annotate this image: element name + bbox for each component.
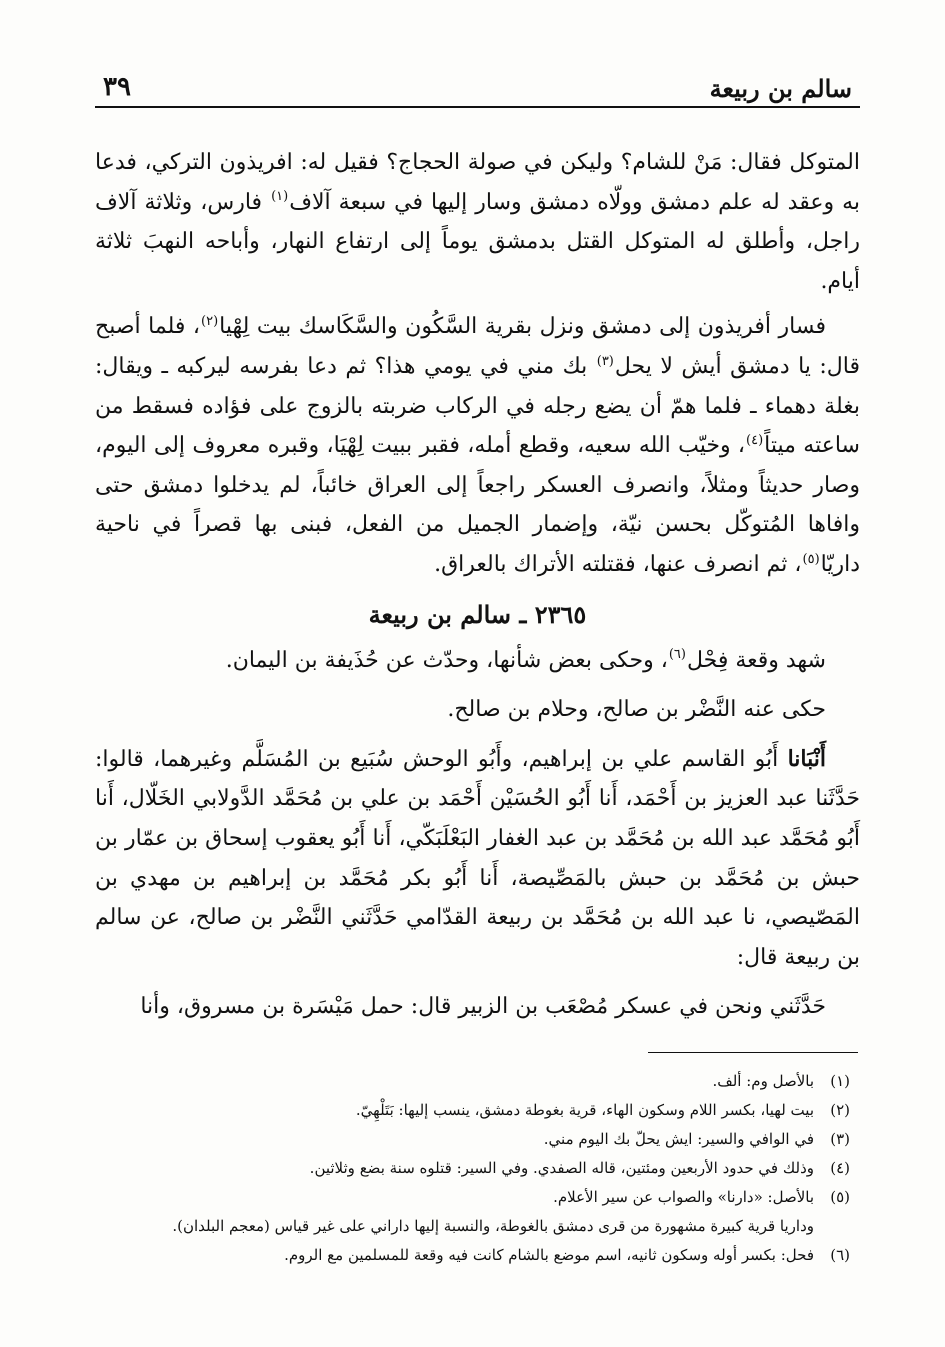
footnote-text: وداريا قرية كبيرة مشهورة من قرى دمشق بالغوطة، والنسبة إليها داراني على غير قياس (معجم البلدان). xyxy=(172,1217,814,1235)
page-header xyxy=(95,72,860,108)
footnote-number: (٢) xyxy=(830,1101,850,1119)
footnote-number: (١) xyxy=(830,1072,850,1090)
page-number: ٣٩ xyxy=(103,72,131,102)
main-text xyxy=(95,143,860,1027)
text-span: أَبُو القاسم علي بن إبراهيم، وأَبُو الوحش سُبَيع بن المُسَلَّم وغيرهما، قالوا: حَدَّثَنا عبد العزيز بن أَحْمَد، أَنا أَبُو الحُسَيْن أَحْمَد بن علي بن مُحَمَّد الدَّولابي الخَلّال، أَنا أَبُو مُحَمَّد عبد الله بن مُحَمَّد بن عبد الغفار البَعْلَبَكّي، أَنا أَبُو يعقوب إسحاق بن عمّار بن حبش بن مُحَمَّد بن حبش بالمَصِّيصة، أَنا أَبُو بكر مُحَمَّد بن إبراهيم بن مهدي بن المَصّيصي، نا عبد الله بن مُحَمَّد بن ربيعة القدّامي حَدَّثَني النَّضْر بن صالح، عن سالم بن ربيعة قال: xyxy=(95,746,860,970)
footnote-text: وذلك في حدود الأربعين ومئتين، قاله الصفدي. وفي السير: قتلوه سنة بضع وثلاثين. xyxy=(309,1159,814,1177)
footnote-ref: (٣) xyxy=(596,353,614,369)
footnote-number: (٣) xyxy=(830,1130,850,1148)
footnotes xyxy=(95,1067,860,1270)
footnote-ref: (٦) xyxy=(668,647,686,663)
footnote-text: بالأصل: «دارنا» والصواب عن سير الأعلام. xyxy=(553,1188,814,1206)
footnote-number: (٥) xyxy=(830,1188,850,1206)
text-span: شهد وقعة فِحْل xyxy=(686,647,826,673)
paragraph-3 xyxy=(95,641,860,681)
paragraph-4: حكى عنه النَّضْر بن صالح، وحلام بن صالح. xyxy=(447,697,826,723)
footnote-continuation xyxy=(95,1212,860,1241)
footnote xyxy=(95,1241,860,1270)
footnote-text: في الوافي والسير: ايش يحلّ بك اليوم مني. xyxy=(543,1130,814,1148)
text-span: بك مني في يومي هذا؟ ثم دعا بفرسه ليركبه ـ ويقال: بغلة دهماء ـ فلما همّ أن يضع رجله في الركاب ضربته بالزوج على فؤاده فسقط من ساعته ميتاً xyxy=(95,353,860,459)
text-span: ، وحكى بعض شأنها، وحدّث عن حُذَيفة بن اليمان. xyxy=(225,647,668,673)
text-span: ، وخيّب الله سعيه، وقطع أمله، فقبر ببيت لِهْيَا، وقبره معروف إلى اليوم، وصار حديثاً ومثلاً، وانصرف العسكر راجعاً إلى العراق خائباً، لم يدخلوا دمشق حتى وافاها المُتوكّل بحسن نيّة، وإضمار الجميل من الفعل، فبنى بها قصراً في ناحية داريّا xyxy=(95,433,860,577)
footnote xyxy=(95,1067,860,1096)
footnote xyxy=(95,1125,860,1154)
footnote xyxy=(95,1183,860,1212)
footnote-ref: (١) xyxy=(271,189,289,205)
page xyxy=(95,72,860,1302)
paragraph-6: حَدَّثَني ونحن في عسكر مُصْعَب بن الزبير قال: حمل مَيْسَرة بن مسروق، وأنا xyxy=(140,994,826,1020)
footnote-divider xyxy=(648,1052,858,1053)
paragraph-2 xyxy=(95,307,860,584)
text-span: فارس، وثلاثة آلاف راجل، وأطلق له المتوكل القتل بدمشق يوماً إلى ارتفاع النهار، وأباحه النهبَ ثلاثة أيام. xyxy=(95,189,860,294)
text-span: فسار أفريذون إلى دمشق ونزل بقرية السَّكُون والسَّكَاسك بيت لِهْيا xyxy=(219,314,826,340)
paragraph-5 xyxy=(95,740,860,978)
footnote-number xyxy=(814,1212,860,1241)
footnote xyxy=(95,1154,860,1183)
footnote-number: (٤) xyxy=(830,1159,850,1177)
paragraph-1 xyxy=(95,143,860,301)
running-title: سالم بن ربيعة xyxy=(709,74,852,103)
footnote-ref: (٢) xyxy=(201,314,219,330)
bold-lead-word: أَنْبَانا xyxy=(787,745,826,772)
footnote xyxy=(95,1096,860,1125)
footnote-text: بالأصل وم: ألف. xyxy=(712,1072,814,1090)
footnote-ref: (٤) xyxy=(746,432,764,448)
footnote-number: (٦) xyxy=(830,1246,850,1264)
text-span: المتوكل فقال: مَنْ للشام؟ وليكن في صولة الحجاج؟ فقيل له: افريذون التركي، فدعا به وعقد له علم دمشق وولّاه دمشق وسار إليها في سبعة آلاف xyxy=(95,150,860,215)
footnote-ref: (٥) xyxy=(802,551,820,567)
footnote-text: فحل: بكسر أوله وسكون ثانيه، اسم موضع بالشام كانت فيه وقعة للمسلمين مع الروم. xyxy=(284,1246,814,1264)
text-span: ، ثم انصرف عنها، فقتلته الأتراك بالعراق. xyxy=(434,551,802,577)
footnote-text: بيت لهيا، بكسر اللام وسكون الهاء، قرية بغوطة دمشق، ينسب إليها: بَتَلْهِيّ. xyxy=(355,1101,814,1119)
text-span: ، فلما أصبح قال: يا دمشق أيش لا يحل xyxy=(95,314,860,379)
section-title: ٢٣٦٥ ـ سالم بن ربيعة xyxy=(368,599,587,629)
